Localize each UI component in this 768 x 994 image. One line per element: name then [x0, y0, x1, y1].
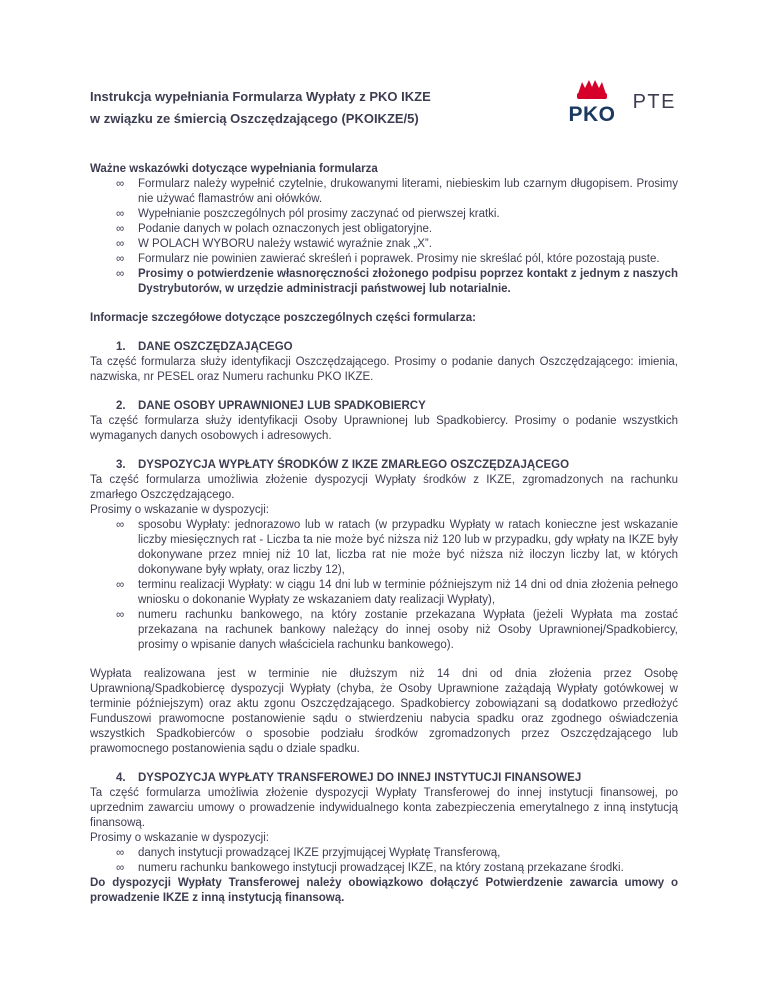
section-bold-note: Do dyspozycji Wypłaty Transferowej należy obowiązkowo dołączyć Potwierdzenie zawarcia umowy o prowadzenie IKZE z inną instytucją finansową. [90, 877, 678, 904]
section-2 [90, 399, 678, 444]
section-list-item [90, 846, 678, 861]
infinity-bullet-icon: ∞ [116, 223, 125, 235]
document-title [90, 86, 431, 130]
pko-pte-logo [563, 74, 678, 130]
section-number: 2. [116, 400, 126, 412]
section-4-list [90, 846, 678, 876]
section-list-item [90, 861, 678, 876]
infinity-bullet-icon: ∞ [116, 847, 125, 859]
infinity-bullet-icon: ∞ [116, 253, 125, 265]
section-paragraph: Ta część formularza służy identyfikacji Osoby Uprawnionej lub Spadkobiercy. Prosimy o podanie wszystkich wymaganych danych osobowych i adresowych. [90, 415, 678, 442]
section-lead: Prosimy o wskazanie w dyspozycji: [90, 832, 269, 844]
section-paragraph: Ta część formularza umożliwia złożenie dyspozycji Wypłaty środków z IKZE, zgromadzonych na rachunku zmarłego Oszczędzającego. [90, 474, 678, 501]
section-list-text: danych instytucji prowadzącej IKZE przyjmującej Wypłatę Transferową, [138, 847, 501, 859]
section-title: DANE OSOBY UPRAWNIONEJ LUB SPADKOBIERCY [138, 400, 426, 412]
guideline-text: W POLACH WYBORU należy wstawić wyraźnie znak „X”. [138, 238, 432, 250]
infinity-bullet-icon: ∞ [116, 609, 125, 621]
section-3-list [90, 518, 678, 653]
section-heading [90, 399, 678, 414]
section-4 [90, 771, 678, 906]
infinity-bullet-icon: ∞ [116, 268, 125, 280]
details-heading: Informacje szczegółowe dotyczące poszczególnych części formularza: [90, 312, 477, 324]
infinity-bullet-icon: ∞ [116, 519, 125, 531]
section-paragraph: Ta część formularza umożliwia złożenie dyspozycji Wypłaty Transferowej do innej instytucji finansowej, po uprzednim zawarciu umowy o prowadzenie indywidualnego konta zabezpieczenia emerytalnego z inną instytucją finansową. [90, 787, 678, 829]
guideline-item [90, 252, 678, 267]
infinity-bullet-icon: ∞ [116, 178, 125, 190]
guidelines-heading: Ważne wskazówki dotyczące wypełniania formularza [90, 163, 378, 175]
guideline-item [90, 207, 678, 222]
guidelines-list [90, 177, 678, 297]
section-number: 4. [116, 772, 126, 784]
section-heading [90, 340, 678, 355]
section-list-item [90, 608, 678, 653]
section-title: DANE OSZCZĘDZAJĄCEGO [138, 341, 293, 353]
infinity-bullet-icon: ∞ [116, 208, 125, 220]
guideline-item [90, 237, 678, 252]
document-header [90, 86, 678, 130]
guideline-text: Prosimy o potwierdzenie własnoręczności złożonego podpisu poprzez kontakt z jednym z naszych Dystrybutorów, w urzędzie administracji państwowej lub notarialnie. [138, 268, 678, 295]
pko-rotunda-logo-icon [563, 74, 621, 130]
section-title: DYSPOZYCJA WYPŁATY ŚRODKÓW Z IKZE ZMARŁEGO OSZCZĘDZAJĄCEGO [138, 459, 570, 471]
infinity-bullet-icon: ∞ [116, 862, 125, 874]
document-body [90, 162, 678, 906]
section-list-text: numeru rachunku bankowego, na który zostanie przekazana Wypłata (jeżeli Wypłata ma zostać przekazana na rachunek bankowy należący do innej osoby niż Osoby Uprawnionej/Spadkobiercy, prosimy o wpisanie danych właściciela rachunku bankowego). [138, 609, 678, 651]
section-number: 1. [116, 341, 126, 353]
guideline-text: Wypełnianie poszczególnych pól prosimy zaczynać od pierwszej kratki. [138, 208, 500, 220]
pte-wordmark: PTE [632, 90, 676, 113]
infinity-bullet-icon: ∞ [116, 238, 125, 250]
section-list-text: terminu realizacji Wypłaty: w ciągu 14 dni lub w terminie późniejszym niż 14 dni od dnia złożenia pełnego wniosku o dokonanie Wypłaty ze wskazaniem daty realizacji Wypłaty), [138, 579, 678, 606]
section-number: 3. [116, 459, 126, 471]
section-1 [90, 340, 678, 385]
section-3 [90, 458, 678, 757]
section-heading [90, 771, 678, 786]
pko-wordmark: PKO [568, 103, 616, 126]
guideline-item-bold [90, 267, 678, 297]
section-paragraph: Wypłata realizowana jest w terminie nie dłuższym niż 14 dni od dnia złożenia przez Osobę Uprawnioną/Spadkobiercę dyspozycji Wypłaty (chyba, że Osoby Uprawnione zażądają Wypłaty gotówkowej w terminie późniejszym) oraz aktu zgonu Oszczędzającego. Spadkobiercy zobowiązani są dodatkowo przedłożyć Funduszowi prawomocne postanowienie sądu o stwierdzeniu nabycia spadku oraz zgodnego oświadczenia wszystkich Spadkobierców o sposobie podziału środków zgromadzonych przez Oszczędzającego lub prawomocnego postanowienia sądu o dziale spadku. [90, 668, 678, 755]
guideline-text: Podanie danych w polach oznaczonych jest obligatoryjne. [138, 223, 433, 235]
section-heading [90, 458, 678, 473]
guideline-item [90, 177, 678, 207]
section-paragraph: Ta część formularza służy identyfikacji Oszczędzającego. Prosimy o podanie danych Oszczędzającego: imienia, nazwiska, nr PESEL oraz Numeru rachunku PKO IKZE. [90, 356, 678, 383]
guideline-text: Formularz należy wypełnić czytelnie, drukowanymi literami, niebieskim lub czarnym długopisem. Prosimy nie używać flamastrów ani ołówków. [138, 178, 678, 205]
guideline-text: Formularz nie powinien zawierać skreśleń i poprawek. Prosimy nie skreślać pól, które pozostają puste. [138, 253, 660, 265]
section-title: DYSPOZYCJA WYPŁATY TRANSFEROWEJ DO INNEJ INSTYTUCJI FINANSOWEJ [138, 772, 582, 784]
section-list-text: numeru rachunku bankowego instytucji prowadzącej IKZE, na który zostaną przekazane środki. [138, 862, 624, 874]
section-list-item [90, 578, 678, 608]
section-list-text: sposobu Wypłaty: jednorazowo lub w ratach (w przypadku Wypłaty w ratach konieczne jest wskazanie liczby miesięcznych rat - Liczba ta nie może być niższa niż 120 lub w przypadku, gdy wpłaty na IKZE były dokonywane przez mniej niż 10 lat, liczba rat nie może być niższa niż iloczyn liczby lat, w których dokonywane były wpłaty, oraz liczby 12), [138, 519, 678, 576]
title-line-1: Instrukcja wypełniania Formularza Wypłaty z PKO IKZE [90, 89, 431, 104]
section-lead: Prosimy o wskazanie w dyspozycji: [90, 504, 269, 516]
section-list-item [90, 518, 678, 578]
infinity-bullet-icon: ∞ [116, 579, 125, 591]
guideline-item [90, 222, 678, 237]
title-line-2: w związku ze śmiercią Oszczędzającego (PKOIKZE/5) [90, 111, 419, 126]
